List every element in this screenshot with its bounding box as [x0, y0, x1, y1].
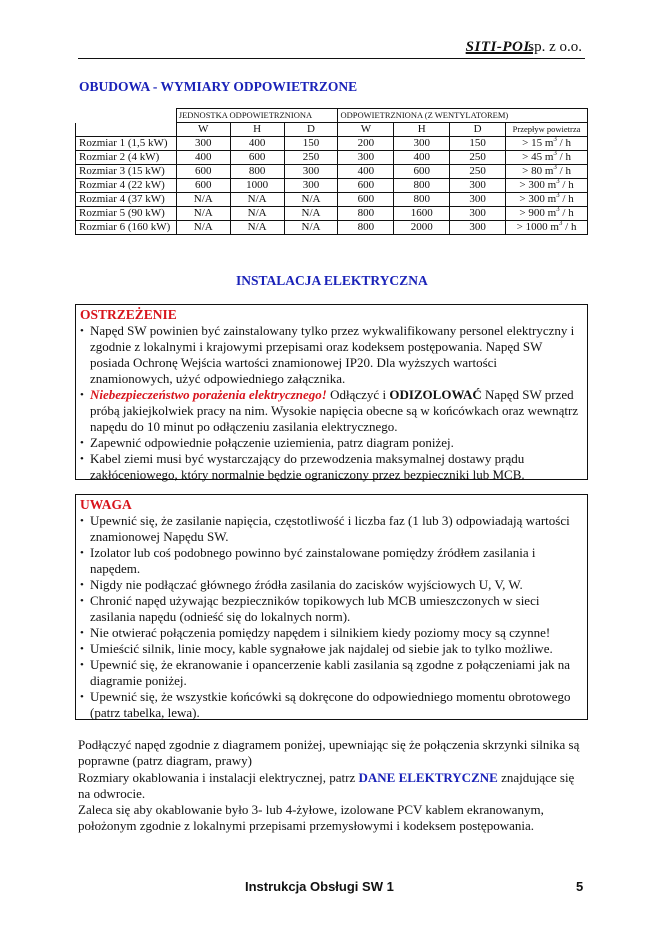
cell: 250 — [450, 165, 506, 179]
row-label: Rozmiar 5 (90 kW) — [76, 207, 177, 221]
airflow-cell: > 80 $m^3$ / h — [506, 165, 588, 179]
col-header: W — [176, 123, 230, 137]
cell: N/A — [176, 221, 230, 235]
cell: 300 — [338, 151, 394, 165]
warning-title: OSTRZEŻENIE — [80, 307, 177, 322]
cell: 250 — [450, 151, 506, 165]
wiring-paragraph — [78, 737, 588, 835]
table-row — [76, 165, 588, 179]
table-corner-lower — [76, 123, 177, 137]
cell: 300 — [450, 207, 506, 221]
list-item: • Nigdy nie podłączać głównego źródła zasilania do zacisków wyjściowych U, V, W. — [80, 577, 581, 593]
cell: 300 — [176, 137, 230, 151]
row-label: Rozmiar 2 (4 kW) — [76, 151, 177, 165]
airflow-cell: > 300 $m^3$ / h — [506, 179, 588, 193]
cell: 600 — [338, 179, 394, 193]
cell: 300 — [394, 137, 450, 151]
company-suffix: sp. z o.o. — [528, 39, 582, 55]
caution-box — [75, 494, 588, 720]
list-item: • Niebezpieczeństwo porażenia elektrycznego! Odłączyć i ODIZOLOWAĆ Napęd SW przed próbą jakiejkolwiek pracy na nim. Wysokie napięcia obecne są w końcówkach oraz wewnątrz napędu do 10 minut po odłączeniu zasilania elektrycznego. — [80, 387, 581, 435]
list-item: • Nie otwierać połączenia pomiędzy napędem i silnikiem kiedy poziomy mocy są czynne! — [80, 625, 581, 641]
warning-box — [75, 304, 588, 480]
cell: N/A — [284, 193, 338, 207]
table-column-header-row — [76, 123, 588, 137]
cell: 800 — [338, 207, 394, 221]
cell: N/A — [176, 193, 230, 207]
airflow-cell: > 900 $m^3$ / h — [506, 207, 588, 221]
cell: 400 — [230, 137, 284, 151]
cell: 200 — [338, 137, 394, 151]
cell: 300 — [284, 165, 338, 179]
table-corner — [76, 109, 177, 123]
table-row — [76, 207, 588, 221]
group-header-fan-vented: ODPOWIETRZNIONA (Z WENTYLATOREM) — [338, 109, 588, 123]
cell: N/A — [230, 207, 284, 221]
cell: 600 — [176, 179, 230, 193]
cell: 300 — [284, 179, 338, 193]
list-item: • Napęd SW powinien być zainstalowany tylko przez wykwalifikowany personel elektryczny i zgodnie z lokalnymi i krajowymi przepisami oraz kodeksem postępowania. Napęd SW posiada Ochronę Wejścia wartości znamionowej IP20. Dla wyższych wartości znamionowych, użyć odpowiedniego załącznika. — [80, 323, 581, 387]
electrical-data-link[interactable]: DANE ELEKTRYCZNE — [358, 769, 498, 785]
row-label: Rozmiar 6 (160 kW) — [76, 221, 177, 235]
col-header: D — [450, 123, 506, 137]
footer-title: Instrukcja Obsługi SW 1 — [245, 879, 394, 894]
list-item: • Upewnić się, że ekranowanie i opancerzenie kabli zasilania są zgodne z połączeniami jak na diagramie poniżej. — [80, 657, 581, 689]
airflow-cell: > 15 $m^3$ / h — [506, 137, 588, 151]
list-item: • Zapewnić odpowiednie połączenie uziemienia, patrz diagram poniżej. — [80, 435, 581, 451]
cell: 300 — [450, 179, 506, 193]
cell: 2000 — [394, 221, 450, 235]
cell: N/A — [284, 221, 338, 235]
section-title-electrical: INSTALACJA ELEKTRYCZNA — [236, 273, 428, 288]
page-number: 5 — [576, 879, 584, 894]
cell: 600 — [394, 165, 450, 179]
table-row — [76, 151, 588, 165]
para-line-3: Zaleca się aby okablowanie było 3- lub 4-żyłowe, izolowane PCV kablem ekranowanym, położonym zgodnie z lokalnymi przepisami przemysłowymi i kodeksem postępowania. — [78, 802, 544, 834]
list-item: • Umieścić silnik, linie mocy, kable sygnałowe jak najdalej od siebie jak to tylko możliwe. — [80, 641, 581, 657]
group-header-vented: JEDNOSTKA ODPOWIETRZNIONA — [176, 109, 338, 123]
list-item: • Kabel ziemi musi być wystarczający do przewodzenia maksymalnej dostawy prądu zakłóceniowego, który normalnie będzie ograniczony przez bezpieczniki lub MCB. — [80, 451, 581, 483]
row-label: Rozmiar 3 (15 kW) — [76, 165, 177, 179]
cell: 400 — [394, 151, 450, 165]
cell: 800 — [230, 165, 284, 179]
cell: 300 — [450, 193, 506, 207]
list-item: • Upewnić się, że zasilanie napięcia, częstotliwość i liczba faz (1 lub 3) odpowiadają wartości znamionowej Napędu SW. — [80, 513, 581, 545]
warning-list — [80, 323, 581, 483]
cell: 600 — [338, 193, 394, 207]
brand-logo: SITI-POL — [465, 39, 533, 55]
col-header: D — [284, 123, 338, 137]
cell: N/A — [230, 221, 284, 235]
cell: 150 — [284, 137, 338, 151]
cell: N/A — [230, 193, 284, 207]
table-row — [76, 193, 588, 207]
row-label: Rozmiar 1 (1,5 kW) — [76, 137, 177, 151]
caution-title: UWAGA — [80, 497, 132, 512]
table-row — [76, 179, 588, 193]
row-label: Rozmiar 4 (37 kW) — [76, 193, 177, 207]
cell: N/A — [176, 207, 230, 221]
cell: 250 — [284, 151, 338, 165]
dimensions-table — [75, 108, 588, 235]
cell: 300 — [450, 221, 506, 235]
airflow-cell: > 300 $m^3$ / h — [506, 193, 588, 207]
list-item: • Upewnić się, że wszystkie końcówki są dokręcone do odpowiedniego momentu obrotowego (patrz tabelka, lewa). — [80, 689, 581, 721]
cell: 600 — [176, 165, 230, 179]
cell: 600 — [230, 151, 284, 165]
cell: 400 — [176, 151, 230, 165]
para-line-1: Podłączyć napęd zgodnie z diagramem poniżej, upewniając się że połączenia skrzynki silnika są poprawne (patrz diagram, prawy) — [78, 737, 580, 769]
col-header: H — [230, 123, 284, 137]
cell: 1600 — [394, 207, 450, 221]
page-header — [78, 38, 585, 59]
table-group-header-row — [76, 109, 588, 123]
list-item: • Chronić napęd używając bezpieczników topikowych lub MCB umieszczonych w sieci zasilania napędu (odnieść się do lokalnych norm). — [80, 593, 581, 625]
isolate-emphasis: ODIZOLOWAĆ — [389, 387, 482, 402]
list-item: • Izolator lub coś podobnego powinno być zainstalowane pomiędzy źródłem zasilania i napędem. — [80, 545, 581, 577]
airflow-cell: > 45 $m^3$ / h — [506, 151, 588, 165]
cell: 150 — [450, 137, 506, 151]
danger-text: Niebezpieczeństwo porażenia elektrycznego! — [90, 387, 327, 402]
cell: 800 — [394, 193, 450, 207]
col-header: W — [338, 123, 394, 137]
cell: 1000 — [230, 179, 284, 193]
cell: 400 — [338, 165, 394, 179]
airflow-cell: > 1000 $m^3$ / h — [506, 221, 588, 235]
col-header-airflow: Przepływ powietrza — [506, 123, 588, 137]
cell: 800 — [394, 179, 450, 193]
para-line-2: Rozmiary okablowania i instalacji elektrycznej, patrz DANE ELEKTRYCZNE znajdujące się na odwrocie. — [78, 769, 575, 801]
table-row — [76, 221, 588, 235]
section-title-enclosure: OBUDOWA - WYMIARY ODPOWIETRZONE — [79, 79, 358, 94]
caution-list — [80, 513, 581, 721]
table-row — [76, 137, 588, 151]
col-header: H — [394, 123, 450, 137]
cell: 800 — [338, 221, 394, 235]
row-label: Rozmiar 4 (22 kW) — [76, 179, 177, 193]
cell: N/A — [284, 207, 338, 221]
